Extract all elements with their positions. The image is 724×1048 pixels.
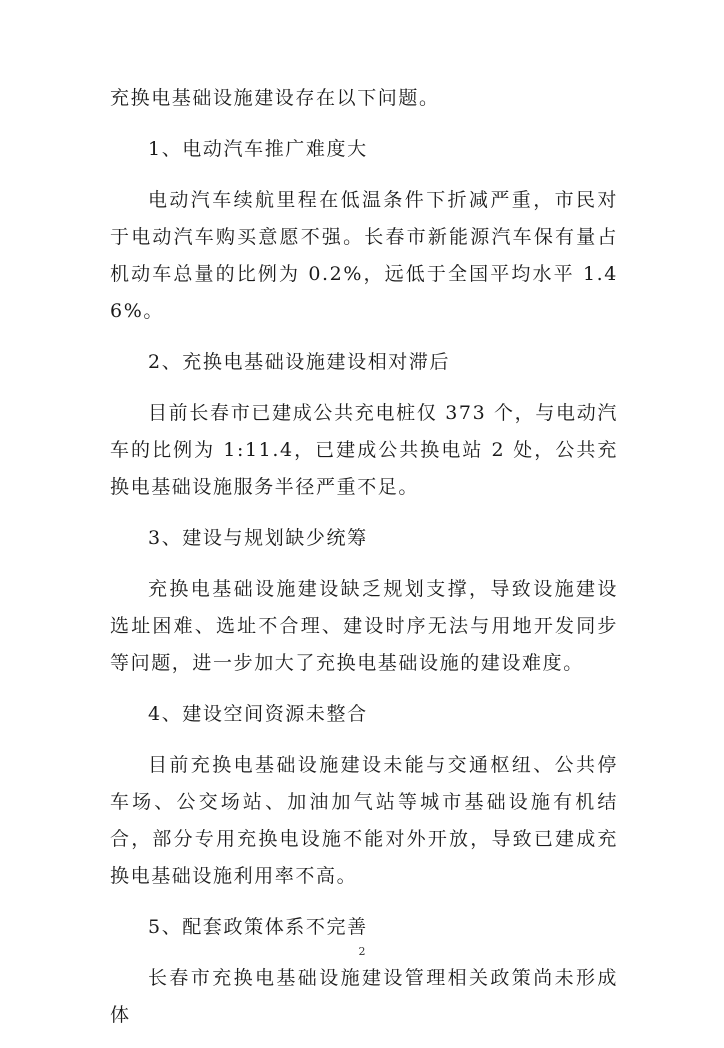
section-heading-1: 1、电动汽车推广难度大 — [148, 138, 368, 160]
intro-line: 充换电基础设施建设存在以下问题。 — [110, 87, 440, 109]
section-heading-2: 2、充换电基础设施建设相对滞后 — [148, 351, 451, 373]
section-body-4: 目前充换电基础设施建设未能与交通枢纽、公共停车场、公交场站、加油加气站等城市基础设施有机结合，部分专用充换电设施不能对外开放，导致已建成充换电基础设施利用率不高。 — [110, 754, 618, 887]
section-body-2: 目前长春市已建成公共充电桩仅 373 个，与电动汽车的比例为 1:11.4，已建成公共换电站 2 处，公共充换电基础设施服务半径严重不足。 — [110, 402, 618, 498]
section-body-3: 充换电基础设施建设缺乏规划支撑，导致设施建设选址困难、选址不合理、建设时序无法与用地开发同步等问题，进一步加大了充换电基础设施的建设难度。 — [110, 578, 618, 674]
document-page — [110, 80, 618, 1048]
page-number: 2 — [358, 945, 366, 958]
section-body-5: 长春市充换电基础设施建设管理相关政策尚未形成体 — [110, 967, 618, 1026]
section-heading-5: 5、配套政策体系不完善 — [148, 916, 368, 938]
section-heading-3: 3、建设与规划缺少统筹 — [148, 527, 368, 549]
section-heading-4: 4、建设空间资源未整合 — [148, 703, 368, 725]
section-body-1: 电动汽车续航里程在低温条件下折减严重，市民对于电动汽车购买意愿不强。长春市新能源汽车保有量占机动车总量的比例为 0.2%，远低于全国平均水平 1.46%。 — [110, 189, 618, 322]
